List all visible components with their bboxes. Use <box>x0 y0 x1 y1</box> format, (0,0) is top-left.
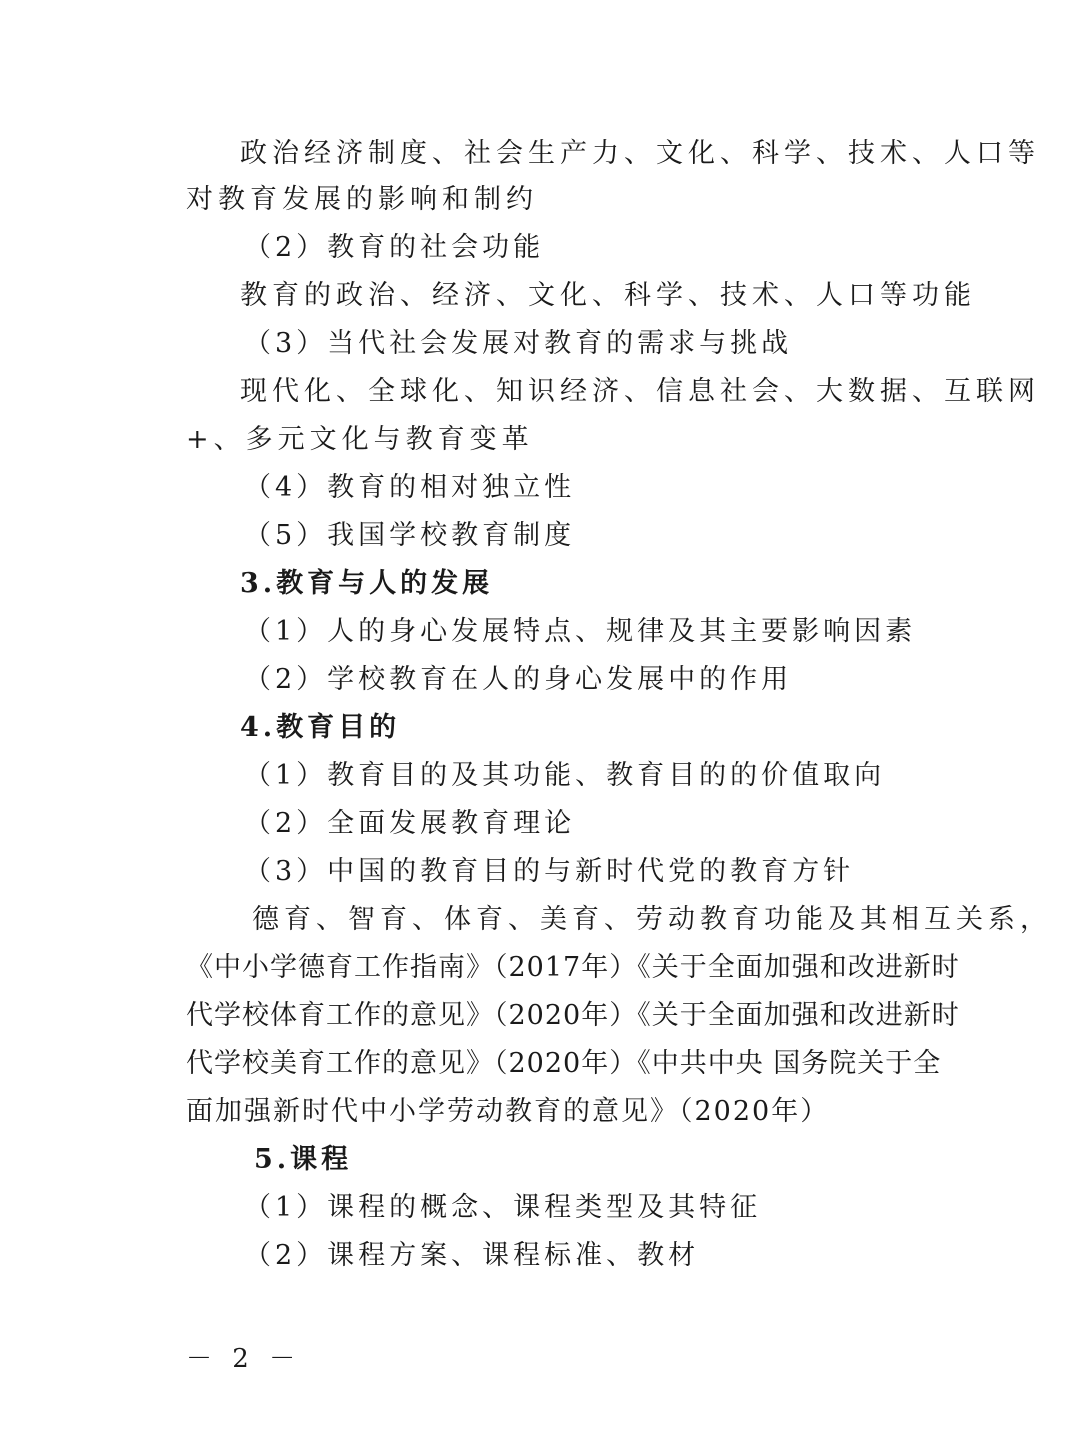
subsection-title: （1）教育目的及其功能、教育目的的价值取向 <box>244 760 886 791</box>
body-line: +、多元文化与教育变革 <box>186 424 534 455</box>
body-line: 教育的政治、经济、文化、科学、技术、人口等功能 <box>240 280 976 311</box>
subsection-title: （1）课程的概念、课程类型及其特征 <box>244 1192 762 1223</box>
subsection-title: （4）教育的相对独立性 <box>244 472 576 503</box>
subsection-title: （2）课程方案、课程标准、教材 <box>244 1240 700 1271</box>
page-number: － 2 － <box>186 1344 302 1374</box>
subsection-title: （2）教育的社会功能 <box>244 232 545 263</box>
body-line: 《中小学德育工作指南》（2017年）《关于全面加强和改进新时 <box>186 952 960 983</box>
subsection-title: （3）中国的教育目的与新时代党的教育方针 <box>244 856 855 887</box>
subsection-title: （2）学校教育在人的身心发展中的作用 <box>244 664 793 695</box>
body-line: 面加强新时代中小学劳动教育的意见》（2020年） <box>186 1096 830 1127</box>
section-heading: 4.教育目的 <box>240 712 401 743</box>
subsection-title: （5）我国学校教育制度 <box>244 520 576 551</box>
body-line: 代学校美育工作的意见》（2020年）《中共中央 国务院关于全 <box>186 1048 942 1079</box>
body-line: 代学校体育工作的意见》（2020年）《关于全面加强和改进新时 <box>186 1000 960 1031</box>
body-line: 现代化、全球化、知识经济、信息社会、大数据、互联网 <box>240 376 1040 407</box>
subsection-title: （1）人的身心发展特点、规律及其主要影响因素 <box>244 616 917 647</box>
body-line: 政治经济制度、社会生产力、文化、科学、技术、人口等 <box>240 138 1040 169</box>
section-heading: 5.课程 <box>254 1144 353 1175</box>
subsection-title: （2）全面发展教育理论 <box>244 808 576 839</box>
body-line: 对教育发展的影响和制约 <box>186 184 538 215</box>
section-heading: 3.教育与人的发展 <box>240 568 494 599</box>
subsection-title: （3）当代社会发展对教育的需求与挑战 <box>244 328 793 359</box>
body-line: 德育、智育、体育、美育、劳动教育功能及其相互关系， <box>252 904 1052 935</box>
